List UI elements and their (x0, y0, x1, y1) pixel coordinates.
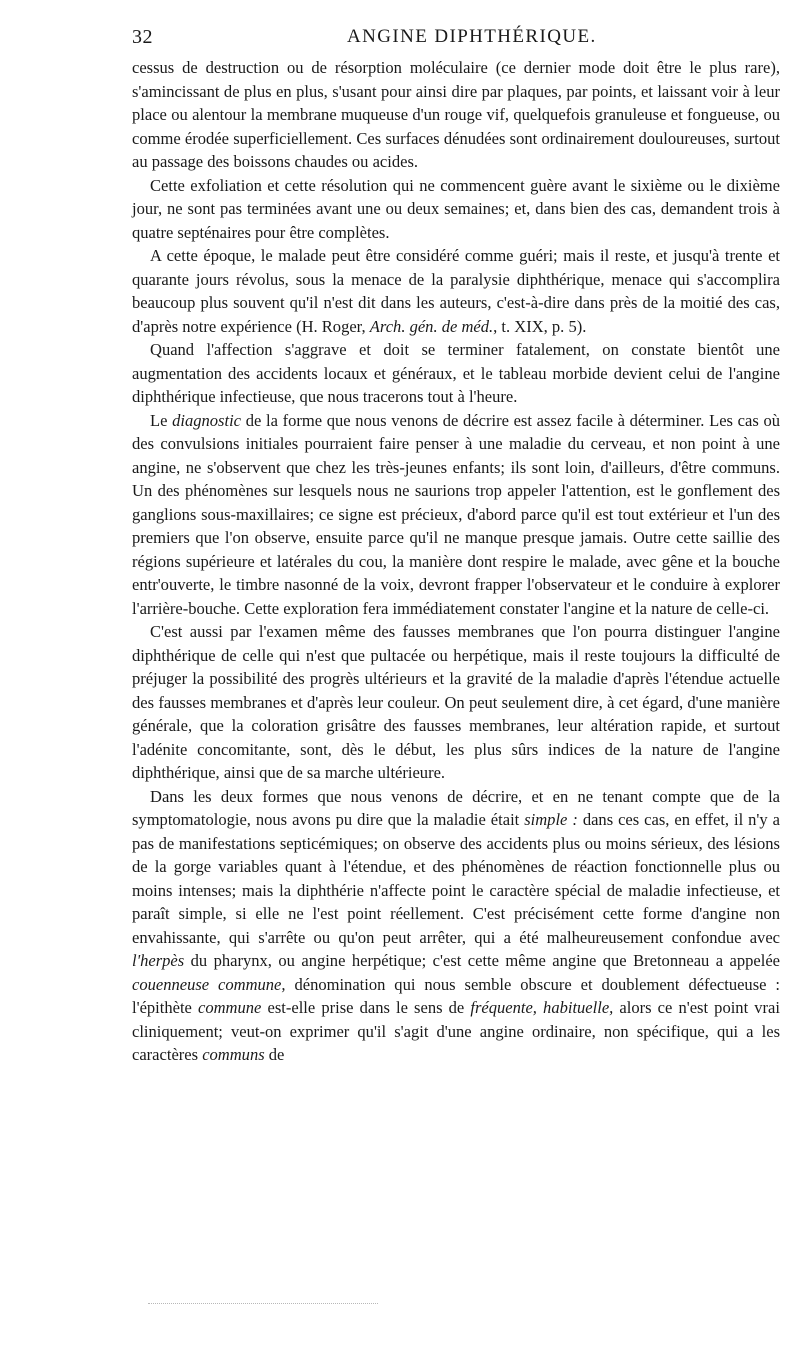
paragraph-2 (132, 174, 780, 245)
body-text (132, 56, 780, 1067)
running-title: ANGINE DIPHTHÉRIQUE. (347, 26, 597, 47)
paragraph-4 (132, 338, 780, 409)
paragraph-7-term-couenneuse: couenneuse commune, (132, 974, 286, 994)
paragraph-6 (132, 620, 780, 785)
paragraph-3-text: A cette époque, le malade peut être considéré comme guéri; mais il reste, et jusqu'à trente et quarante jours révolus, sous la menace de la paralysie diphthérique, menace qui s'accomplira beaucoup plus souvent qu'il n'est dit dans les auteurs, c'est-à-dire dans près de la moitié des cas, d'après notre expérience (H. Roger, (132, 246, 780, 336)
paragraph-7-term-commune: commune (198, 998, 262, 1017)
paragraph-7 (132, 785, 780, 1067)
paragraph-7-seg: du pharynx, ou angine herpétique; c'est cette même angine que Bretonneau a appelée (184, 951, 780, 970)
paragraph-7-term-frequente: fréquente, habituelle, (470, 998, 614, 1017)
paragraph-3-citation: Arch. gén. de méd. (369, 316, 494, 336)
page-number: 32 (132, 26, 153, 48)
paragraph-7-term-communs: communs (202, 1045, 265, 1064)
paragraph-1-text: cessus de destruction ou de résorption moléculaire (ce dernier mode doit être le plus rare), s'amincissant de plus en plus, s'usant pour ainsi dire par plaques, par points, et laissant voir à leur place ou alentour la membrane muqueuse d'un rouge vif, quelquefois granuleuse et fongueuse, ou comme érodée superficiellement. Ces surfaces dénudées sont ordinairement douloureuses, surtout au passage des boissons chaudes ou acides. (132, 58, 780, 171)
paragraph-2-text: Cette exfoliation et cette résolution qui ne commencent guère avant le sixième ou le dixième jour, ne sont pas terminées avant une ou deux semaines; et, dans bien des cas, demandent trois à quatre septénaires pour être complètes. (132, 175, 780, 242)
paragraph-7-term-simple: simple : (524, 810, 578, 829)
paragraph-5-text: de la forme que nous venons de décrire est assez facile à déterminer. Les cas où des convulsions initiales pourraient faire penser à une maladie du cerveau, et non point à une angine, ne s'observent que chez les très-jeunes enfants; ils sont loin, d'ailleurs, d'être communs. Un des phénomènes sur lesquels nous ne saurions trop appeler l'attention, est le gonflement des ganglions sous-maxillaires; ce signe est précieux, d'abord parce qu'il est tout extérieur et l'un des premiers que l'on observe, ensuite parce qu'il ne manque presque jamais. Outre cette saillie des régions supérieure et latérales du cou, la manière dont respire le malade, avec gêne et la bouche entr'ouverte, le timbre nasonné de la voix, devront frapper l'observateur et le conduire à explorer l'arrière-bouche. Cette exploration fera immédiatement constater l'angine et la nature de celle-ci. (132, 410, 780, 618)
paragraph-7-seg: dénomination qui nous semble obscure et doublement défectueuse : l'épithète (132, 974, 780, 1017)
page-header (132, 18, 780, 54)
paragraph-5-lead: Le (150, 410, 173, 430)
paragraph-7-term-herpes: l'herpès (132, 951, 185, 970)
footer-dotted-rule (148, 1303, 378, 1304)
paragraph-6-text: C'est aussi par l'examen même des fausses membranes que l'on pourra distinguer l'angine diphthérique de celle qui n'est que pultacée ou herpétique, mais il reste toujours la difficulté de préjuger la possibilité des progrès ultérieurs et la gravité de la maladie d'après l'étendue actuelle des fausses membranes et d'après leur couleur. On peut seulement dire, à cet égard, d'une manière générale, que la coloration grisâtre des fausses membranes, leur altération rapide, et surtout l'adénite concomitante, sont, dès le début, les plus sûrs indices de la nature de l'angine diphthérique, ainsi que de sa marche ultérieure. (132, 622, 780, 782)
paragraph-4-text: Quand l'affection s'aggrave et doit se terminer fatalement, on constate bientôt une augmentation des accidents locaux et généraux, et le tableau morbide devient celui de l'angine diphthérique infectieuse, que nous tracerons tout à l'heure. (132, 340, 780, 406)
paragraph-7-seg: alors ce n'est point vrai cliniquement; veut-on exprimer qu'il s'agit d'une angine ordinaire, non spécifique, qui a les caractères (132, 998, 780, 1064)
paragraph-1 (132, 56, 780, 174)
paragraph-7-seg: Dans les deux formes que nous venons de décrire, et en ne tenant compte que de la symptomatologie, nous avons pu dire que la maladie était (132, 786, 780, 829)
paragraph-7-seg: dans ces cas, en effet, il n'y a pas de manifestations septicémiques; on observe des accidents plus ou moins sérieux, des lésions de la gorge variables quant à l'étendue, et des phénomènes de réaction fonctionnelle plus ou moins intenses; mais la diphthérie n'affecte point le caractère spécial de maladie infectieuse, et paraît simple, si elle ne l'est point réellement. C'est précisément cette forme d'angine non envahissante, qui s'arrête ou qu'on peut arrêter, qui a été malheureusement confondue avec (132, 810, 780, 947)
paragraph-5-term-diagnostic: diagnostic (172, 410, 242, 430)
paragraph-5 (132, 409, 780, 621)
paragraph-3 (132, 244, 780, 338)
paragraph-7-seg: de (264, 1045, 285, 1064)
paragraph-7-seg: est-elle prise dans le sens de (261, 998, 471, 1017)
paragraph-3-citation-ref: , t. XIX, p. 5). (493, 316, 587, 336)
